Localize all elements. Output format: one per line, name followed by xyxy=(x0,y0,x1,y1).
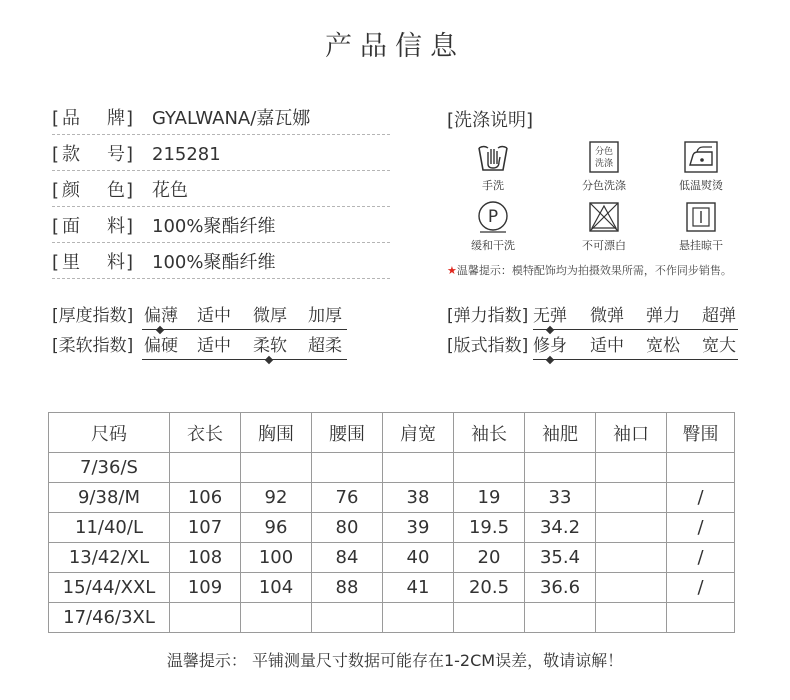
hang-dry-icon xyxy=(684,200,718,234)
table-header: 臀围 xyxy=(667,413,735,453)
table-cell: 35.4 xyxy=(525,543,596,573)
index-label: [柔软指数] xyxy=(52,336,134,356)
page-title: 产品信息 xyxy=(325,31,465,62)
index-option: 偏薄 xyxy=(144,306,178,326)
info-row-brand: [ 品 牌 ] GYALWANA/嘉瓦娜 xyxy=(52,104,390,135)
info-value: 花色 xyxy=(152,180,188,201)
index-option: 适中 xyxy=(197,336,231,356)
size-cell: 13/42/XL xyxy=(49,543,170,573)
table-cell xyxy=(170,603,241,633)
wash-label: 悬挂晾干 xyxy=(679,239,723,252)
svg-text:P: P xyxy=(487,207,499,227)
table-cell xyxy=(383,453,454,483)
footer-note: 温馨提示： 平铺测量尺寸数据可能存在1-2CM误差，敬请谅解！ xyxy=(166,651,624,670)
index-scale xyxy=(533,303,738,330)
star-icon: ★ xyxy=(447,264,457,277)
info-row-lining: [ 里 料 ] 100%聚酯纤维 xyxy=(52,248,390,279)
index-label: [厚度指数] xyxy=(52,306,134,326)
table-cell: 33 xyxy=(525,483,596,513)
index-label: [弹力指数] xyxy=(447,306,529,326)
table-cell xyxy=(596,573,667,603)
table-cell xyxy=(525,453,596,483)
table-cell: 40 xyxy=(383,543,454,573)
table-cell xyxy=(525,603,596,633)
info-row-style-no: [ 款 号 ] 215281 xyxy=(52,140,390,171)
table-cell xyxy=(312,453,383,483)
elasticity-index xyxy=(447,303,747,329)
table-cell xyxy=(596,543,667,573)
index-scale xyxy=(533,333,738,360)
table-cell: / xyxy=(667,513,735,543)
table-header: 衣长 xyxy=(170,413,241,453)
table-row xyxy=(49,543,735,573)
table-cell xyxy=(596,603,667,633)
index-label: [版式指数] xyxy=(447,336,529,356)
index-option: 加厚 xyxy=(308,306,342,326)
table-cell xyxy=(383,603,454,633)
table-header-row xyxy=(49,413,735,453)
fit-index xyxy=(447,333,747,359)
wash-item-hand-wash xyxy=(448,140,538,193)
gentle-dry-clean-icon xyxy=(476,200,510,234)
table-cell: 84 xyxy=(312,543,383,573)
table-cell: 20.5 xyxy=(454,573,525,603)
table-cell: 96 xyxy=(241,513,312,543)
table-row xyxy=(49,603,735,633)
table-cell: 92 xyxy=(241,483,312,513)
table-cell: 38 xyxy=(383,483,454,513)
table-header: 袖口 xyxy=(596,413,667,453)
wash-item-low-temp-iron xyxy=(656,140,746,193)
table-cell: 104 xyxy=(241,573,312,603)
wash-item-no-bleach xyxy=(559,200,649,253)
index-option: 微弹 xyxy=(590,306,624,326)
table-cell: 19.5 xyxy=(454,513,525,543)
table-row xyxy=(49,513,735,543)
table-cell: / xyxy=(667,573,735,603)
size-cell: 9/38/M xyxy=(49,483,170,513)
index-option: 宽大 xyxy=(702,336,736,356)
index-option: 柔软 xyxy=(253,336,287,356)
table-cell xyxy=(667,603,735,633)
svg-text:分色: 分色 xyxy=(594,147,614,157)
index-option: 微厚 xyxy=(253,306,287,326)
table-cell: 88 xyxy=(312,573,383,603)
table-row xyxy=(49,483,735,513)
table-header: 袖长 xyxy=(454,413,525,453)
table-cell xyxy=(596,453,667,483)
hand-wash-icon xyxy=(476,140,510,174)
wash-label: 不可漂白 xyxy=(582,239,626,252)
index-scale xyxy=(142,303,347,330)
table-cell xyxy=(241,453,312,483)
info-value: GYALWANA/嘉瓦娜 xyxy=(152,108,311,129)
index-option: 偏硬 xyxy=(144,336,178,356)
low-temp-iron-icon xyxy=(683,140,719,174)
size-cell: 11/40/L xyxy=(49,513,170,543)
info-value: 100%聚酯纤维 xyxy=(152,216,276,237)
table-cell xyxy=(312,603,383,633)
table-cell: 107 xyxy=(170,513,241,543)
wash-label: 手洗 xyxy=(482,179,504,192)
table-header: 尺码 xyxy=(49,413,170,453)
index-option: 适中 xyxy=(590,336,624,356)
table-cell: 19 xyxy=(454,483,525,513)
wash-item-separate-wash xyxy=(559,140,649,193)
size-cell: 15/44/XXL xyxy=(49,573,170,603)
index-option: 适中 xyxy=(197,306,231,326)
table-row xyxy=(49,453,735,483)
table-cell xyxy=(596,513,667,543)
table-cell: / xyxy=(667,483,735,513)
table-cell: 34.2 xyxy=(525,513,596,543)
wash-label: 缓和干洗 xyxy=(471,239,515,252)
info-value: 100%聚酯纤维 xyxy=(152,252,276,273)
table-cell xyxy=(454,453,525,483)
wash-label: 低温熨烫 xyxy=(679,179,723,192)
svg-text:洗涤: 洗涤 xyxy=(594,159,614,169)
table-cell: 20 xyxy=(454,543,525,573)
size-cell: 7/36/S xyxy=(49,453,170,483)
table-row xyxy=(49,573,735,603)
index-scale xyxy=(142,333,347,360)
table-header: 胸围 xyxy=(241,413,312,453)
index-option: 超柔 xyxy=(308,336,342,356)
info-row-fabric: [ 面 料 ] 100%聚酯纤维 xyxy=(52,212,390,243)
table-cell: 106 xyxy=(170,483,241,513)
no-bleach-icon xyxy=(587,200,621,234)
wash-item-gentle-dry-clean xyxy=(448,200,538,253)
index-option: 超弹 xyxy=(702,306,736,326)
table-cell xyxy=(667,453,735,483)
wash-label: 分色洗涤 xyxy=(582,179,626,192)
wash-title: [洗涤说明] xyxy=(447,110,534,131)
index-option: 修身 xyxy=(533,336,567,356)
table-cell xyxy=(454,603,525,633)
table-cell: 108 xyxy=(170,543,241,573)
softness-index xyxy=(52,333,352,359)
index-option: 宽松 xyxy=(646,336,680,356)
size-table xyxy=(48,412,735,633)
table-cell: 41 xyxy=(383,573,454,603)
thickness-index xyxy=(52,303,352,329)
table-cell xyxy=(241,603,312,633)
table-cell: / xyxy=(667,543,735,573)
table-cell xyxy=(596,483,667,513)
size-cell: 17/46/3XL xyxy=(49,603,170,633)
table-cell: 100 xyxy=(241,543,312,573)
index-option: 弹力 xyxy=(646,306,680,326)
separate-wash-icon xyxy=(587,140,621,174)
table-cell: 76 xyxy=(312,483,383,513)
wash-item-hang-dry xyxy=(656,200,746,253)
table-cell: 39 xyxy=(383,513,454,543)
info-value: 215281 xyxy=(152,144,221,165)
table-cell xyxy=(170,453,241,483)
table-cell: 80 xyxy=(312,513,383,543)
table-cell: 36.6 xyxy=(525,573,596,603)
table-header: 腰围 xyxy=(312,413,383,453)
table-cell: 109 xyxy=(170,573,241,603)
index-option: 无弹 xyxy=(533,306,567,326)
table-header: 肩宽 xyxy=(383,413,454,453)
info-row-color: [ 颜 色 ] 花色 xyxy=(52,176,390,207)
table-header: 袖肥 xyxy=(525,413,596,453)
wash-note: ★温馨提示：模特配饰均为拍摄效果所需，不作同步销售。 xyxy=(447,264,732,277)
